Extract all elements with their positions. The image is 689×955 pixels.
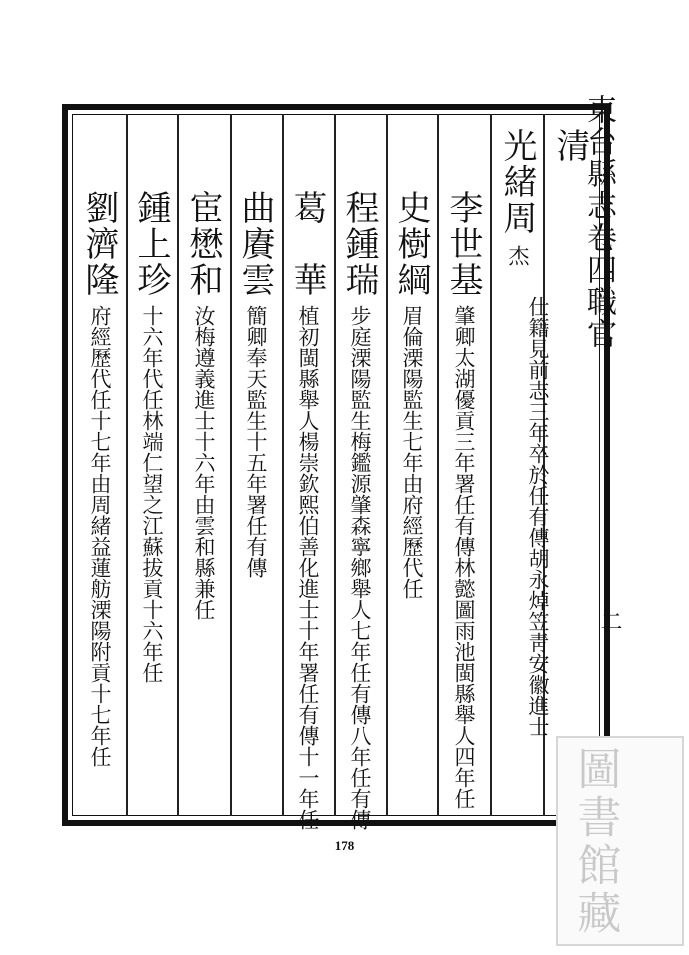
official-note: 汝梅遵義進士十六年由雲和縣兼任 [192, 305, 216, 620]
official-name: 史樹綱 [391, 190, 431, 298]
column-divider [126, 114, 128, 816]
official-note: 肇卿太湖優貢三年署任有傳林懿圖雨池閩縣舉人四年任 [452, 305, 476, 809]
column-divider [334, 114, 336, 816]
column-divider [177, 114, 179, 816]
column-divider [230, 114, 232, 816]
margin-page-mark: 二 [597, 610, 622, 632]
official-name: 光緒周 [497, 128, 537, 236]
column-divider [282, 114, 284, 816]
official-name: 葛 華 [287, 190, 327, 298]
official-note: 十六年代任林端仁望之江蘇拔貢十六年任 [140, 305, 164, 683]
official-note: 杰 [506, 245, 530, 266]
column-divider [437, 114, 439, 816]
official-name: 程鍾瑞 [339, 190, 379, 298]
column-divider [386, 114, 388, 816]
official-note: 植初閩縣舉人楊崇欽熙伯善化進士十年署任有傳十一年任 [296, 305, 320, 830]
seal-text: 圖書館藏 [569, 746, 621, 938]
official-note: 仕籍見前志三年卒於任有傳胡永焯笠靑安徽進士 [526, 296, 550, 737]
official-note: 府經歷代任十七年由周緒益蓮舫溧陽附貢十七年任 [88, 305, 112, 767]
official-name: 宦懋和 [183, 190, 223, 298]
dynasty-heading: 清 [550, 128, 590, 164]
page-number: 178 [334, 838, 355, 853]
official-note: 簡卿奉天監生十五年署任有傳 [244, 305, 268, 578]
official-note: 步庭溧陽監生梅鑑源肇森寧鄉舉人七年任有傳八年任有傳 [348, 305, 372, 830]
margin-title: 東台縣志卷四職官 [581, 94, 616, 350]
official-name: 鍾上珍 [131, 190, 171, 298]
official-name: 李世基 [443, 190, 483, 298]
official-name: 劉濟隆 [79, 190, 119, 298]
official-name: 曲賡雲 [235, 190, 275, 298]
library-seal [556, 736, 684, 946]
official-note: 眉倫溧陽監生七年由府經歷代任 [400, 305, 424, 599]
column-divider [490, 114, 492, 816]
